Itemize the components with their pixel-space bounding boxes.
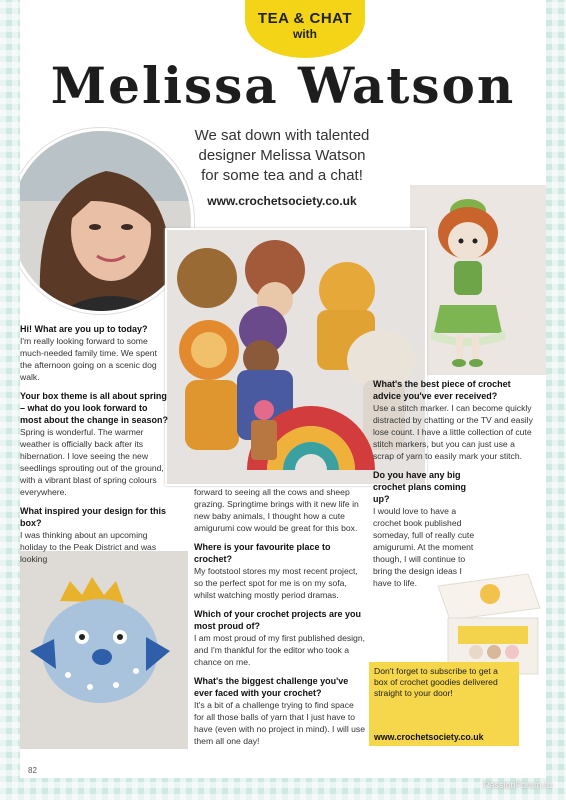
qa-block <box>20 505 170 565</box>
middle-column <box>194 486 366 754</box>
crochet-doll-photo <box>410 185 546 375</box>
qa-block <box>20 323 170 383</box>
magazine-page <box>20 0 546 778</box>
answer: I would love to have a crochet book published someday, full of really cute amigurumi. At the moment though, I will continue to bring the design ideas I have to life. <box>373 506 475 588</box>
intro-line: We sat down with talented <box>194 127 370 144</box>
answer: I'm really looking forward to some much-needed family time. We spent the afternoon going on a scenic dog walk. <box>20 336 157 382</box>
qa-block <box>194 541 366 601</box>
qa-block <box>373 378 538 462</box>
watermark: PassionForum.ru <box>483 780 552 790</box>
answer: Spring is wonderful. The warmer weather is officially back after its hibernation. I love seeing the new seedlings sprouting out of the ground, with a vibrant blast of spring colours everywhere. <box>20 427 164 497</box>
page-title: Melissa Watson <box>50 56 516 115</box>
qa-block <box>373 469 481 589</box>
subscription-promo <box>369 662 519 746</box>
qa-block <box>20 390 170 498</box>
tea-and-chat-badge <box>245 0 365 58</box>
question: Where is your favourite place to crochet? <box>194 542 331 564</box>
answer: I am most proud of my first published design, and I'm thankful for the editor who took a chance on me. <box>194 633 365 667</box>
continuation-text: forward to seeing all the cows and sheep grazing. Springtime brings with it new life in new baby animals, I thought how a cute amigurumi cow would be great for this box. <box>194 487 359 533</box>
answer: It's a bit of a challenge trying to find space for all those balls of yarn that I just have to have (even with no project in mind). I will use them all one day! <box>194 700 365 746</box>
intro-line: designer Melissa Watson <box>198 147 366 164</box>
question: Your box theme is all about spring – what do you look forward to most about the change in season? <box>20 391 169 425</box>
badge-line-2: with <box>293 27 317 41</box>
answer: I was thinking about an upcoming holiday to the Peak District and was looking <box>20 530 157 564</box>
promo-text: Don't forget to subscribe to get a box of crochet goodies delivered straight to your door! <box>374 666 498 698</box>
intro-line: for some tea and a chat! <box>201 167 363 184</box>
right-column <box>373 378 538 596</box>
question: What's the best piece of crochet advice you've ever received? <box>373 379 511 401</box>
website-link[interactable]: www.crochetsociety.co.uk <box>207 194 357 208</box>
qa-block <box>194 608 366 668</box>
question: What's the biggest challenge you've ever faced with your crochet? <box>194 676 349 698</box>
answer: My footstool stores my most recent project, so the perfect spot for me is on my sofa, whilst watching mostly period dramas. <box>194 566 358 600</box>
badge-line-1: TEA & CHAT <box>257 10 353 27</box>
left-column <box>20 323 170 572</box>
question: Do you have any big crochet plans coming up? <box>373 470 467 504</box>
question: Which of your crochet projects are you most proud of? <box>194 609 362 631</box>
answer: Use a stitch marker. I can become quickly distracted by chatting or the TV and easily lose count. I have a little collection of cute stitch markers, but you can just use a scrap of yarn to easily mark your stitch. <box>373 403 533 461</box>
qa-block <box>194 675 366 747</box>
question: What inspired your design for this box? <box>20 506 167 528</box>
page-number: 82 <box>28 766 37 775</box>
intro-text <box>166 126 398 186</box>
promo-link[interactable]: www.crochetsociety.co.uk <box>374 732 484 742</box>
question: Hi! What are you up to today? <box>20 324 148 334</box>
crochet-pufferfish-photo <box>20 551 188 749</box>
